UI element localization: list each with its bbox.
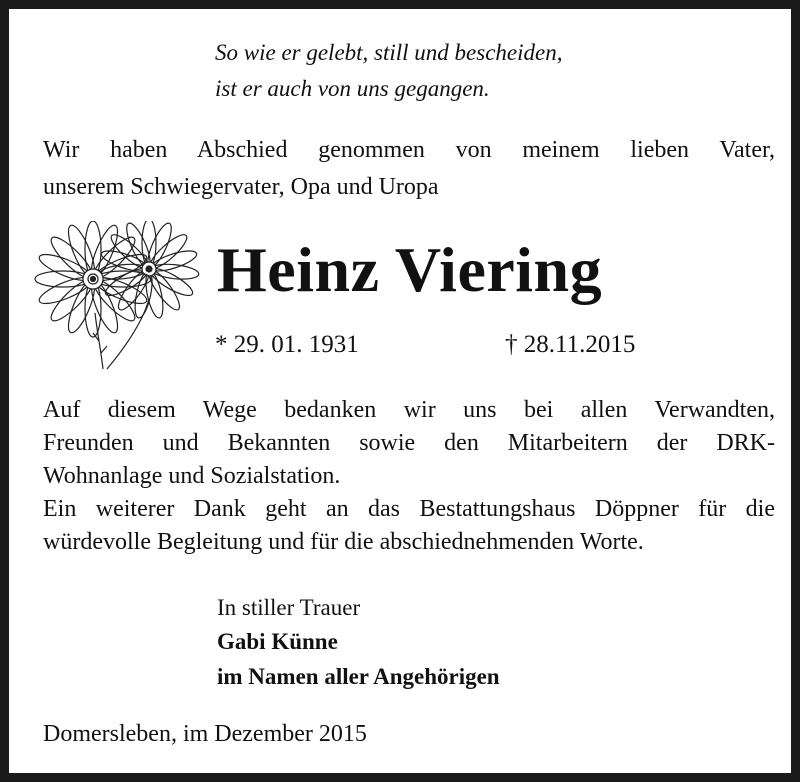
signature-mourning: In stiller Trauer [217,595,361,620]
deceased-name: Heinz Viering [217,234,603,305]
motto-line-2: ist er auch von uns gegangen. [215,76,490,101]
thanks-line-1: Auf diesem Wege bedanken wir uns bei allen Verwandten, [43,397,775,423]
thanks-line-4: Ein weiterer Dank geht an das Bestattungshaus Döppner für die [43,496,775,522]
place-date: Domersleben, im Dezember 2015 [43,721,367,747]
birth-date: * 29. 01. 1931 [215,331,359,358]
signature-family: im Namen aller Angehörigen [217,664,500,689]
death-date: † 28.11.2015 [505,331,636,358]
motto-line-1: So wie er gelebt, still und bescheiden, [215,40,563,65]
thanks-line-3: Wohnanlage und Sozialstation. [43,463,341,489]
flower-icon [35,221,199,369]
flower-illustration [31,221,211,373]
thanks-line-2: Freunden und Bekannten sowie den Mitarbeitern der DRK- [43,430,775,456]
intro-line-2: unserem Schwiegervater, Opa und Uropa [43,174,439,200]
thanks-line-5: würdevolle Begleitung und für die abschiednehmenden Worte. [43,529,644,555]
signature-name: Gabi Künne [217,629,338,654]
intro-line-1: Wir haben Abschied genommen von meinem lieben Vater, [43,137,775,163]
